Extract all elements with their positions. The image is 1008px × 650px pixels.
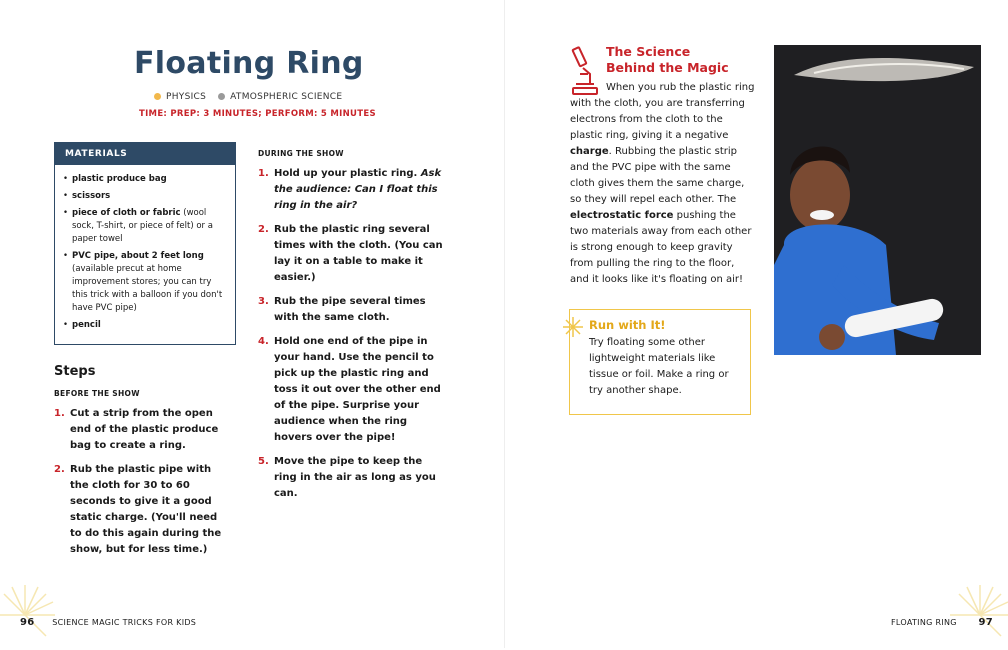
page-number: 96	[20, 617, 35, 628]
materials-list	[55, 165, 235, 344]
step-item: 4. Hold one end of the pipe in your hand. Use the pencil to pick up the plastic ring and toss it out over the other end of the pipe. Surprise your audience when the ring hovers over the pipe!	[258, 336, 441, 443]
chapter-title-footer: FLOATING RING	[891, 618, 957, 627]
step-item: 2. Rub the plastic pipe with the cloth for 30 to 60 seconds to give it a good static charge. (You'll need to do this again during the show, but for less time.)	[54, 464, 222, 555]
steps-heading: Steps	[54, 364, 96, 379]
step-item: 3. Rub the pipe several times with the same cloth.	[258, 296, 426, 323]
run-with-it-box	[569, 309, 751, 415]
sunburst-icon	[562, 316, 584, 338]
step-item: 5. Move the pipe to keep the ring in the air as long as you can.	[258, 456, 436, 499]
run-with-it-heading: Run with It!	[589, 318, 666, 332]
step-item: 2. Rub the plastic ring several times with the cloth. (You can lay it on a table to make it easier.)	[258, 224, 443, 283]
subject-tags	[154, 92, 342, 102]
during-show-heading: DURING THE SHOW	[258, 149, 344, 158]
material-item: • scissors	[63, 190, 227, 203]
before-show-heading: BEFORE THE SHOW	[54, 389, 140, 398]
atmospheric-dot-icon	[218, 93, 225, 100]
before-show-steps	[54, 406, 224, 566]
tag-physics: PHYSICS	[166, 92, 207, 102]
materials-box	[54, 142, 236, 345]
material-item: • piece of cloth or fabric (wool sock, T-shirt, or piece of felt) or a paper towel	[63, 207, 227, 246]
time-label: TIME: PREP: 3 MINUTES; PERFORM: 5 MINUTES	[139, 109, 376, 119]
during-show-steps	[258, 166, 444, 510]
book-title-footer: SCIENCE MAGIC TRICKS FOR KIDS	[52, 618, 197, 627]
step-item: 1. Hold up your plastic ring. Ask the audience: Can I float this ring in the air?	[258, 168, 442, 211]
sunburst-decoration-icon	[945, 580, 1008, 650]
material-item: • PVC pipe, about 2 feet long (available precut at home improvement stores; you can try this trick with a balloon if you don't have PVC pipe)	[63, 250, 227, 315]
left-page	[0, 0, 505, 648]
run-with-it-body: Try floating some other lightweight materials like tissue or foil. Make a ring or try another shape.	[589, 337, 729, 396]
step-item: 1. Cut a strip from the open end of the plastic produce bag to create a ring.	[54, 408, 219, 451]
right-folio	[891, 617, 993, 628]
boy-with-pipe-photo	[774, 45, 981, 355]
physics-dot-icon	[154, 93, 161, 100]
science-heading: The Science Behind the Magic	[606, 44, 729, 75]
materials-heading: MATERIALS	[55, 143, 235, 165]
science-body: When you rub the plastic ring with the cloth, you are transferring electrons from the cloth to the plastic ring, giving it a negative charge. Rubbing the plastic strip and the PVC pipe with the same cloth gives them the same charge, so they will repel each other. The electrostatic force pushing the two materials away from each other is strong enough to keep gravity from pulling the ring to the floor, and it looks like it's floating on air!	[570, 82, 755, 285]
material-item: • pencil	[63, 319, 227, 332]
tag-atmospheric-science: ATMOSPHERIC SCIENCE	[230, 92, 343, 102]
material-item: • plastic produce bag	[63, 173, 227, 186]
sunburst-decoration-icon	[0, 580, 60, 650]
page-number: 97	[978, 617, 993, 628]
left-folio	[20, 617, 196, 628]
page-title: Floating Ring	[134, 46, 364, 81]
